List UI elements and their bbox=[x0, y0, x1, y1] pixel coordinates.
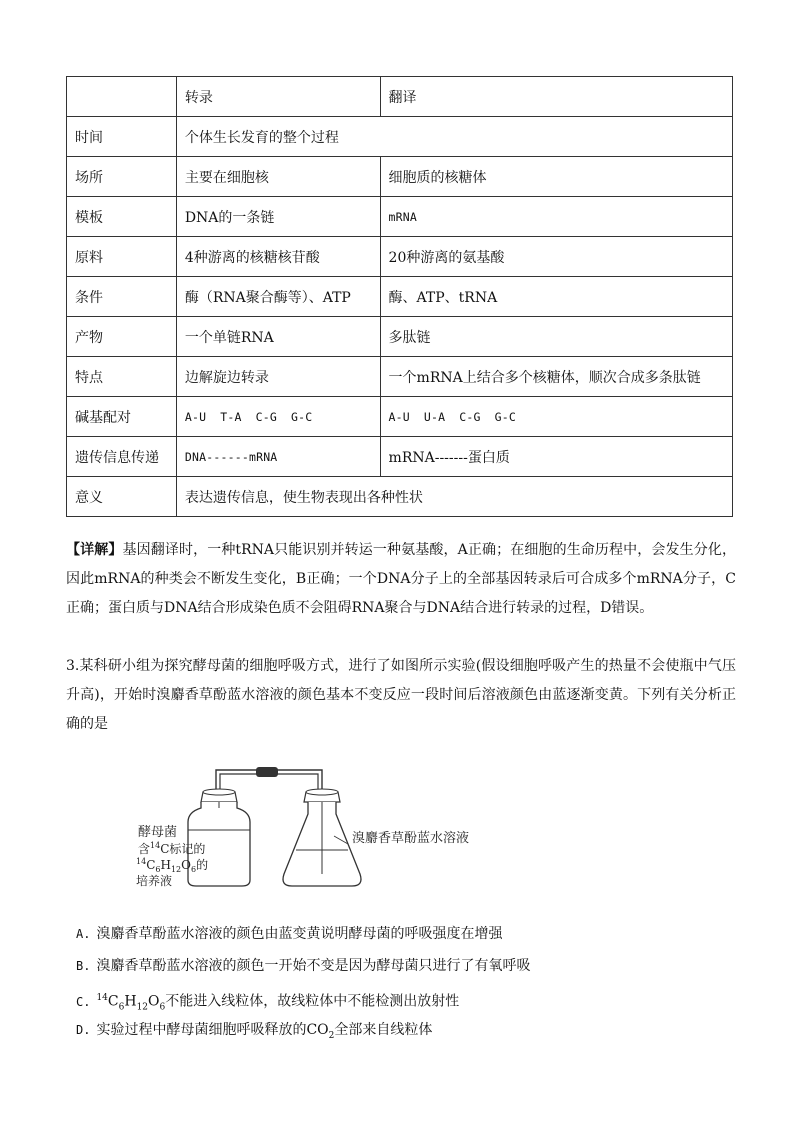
option-b-text: 溴麝香草酚蓝水溶液的颜色一开始不变是因为酵母菌只进行了有氧呼吸 bbox=[96, 958, 531, 974]
answer-options bbox=[76, 918, 736, 1046]
base-pair: A-U bbox=[388, 409, 410, 424]
translation-cell: mRNA-------蛋白质 bbox=[380, 437, 732, 477]
translation-cell: 细胞质的核糖体 bbox=[380, 157, 732, 197]
row-label: 产物 bbox=[67, 317, 177, 357]
transcription-cell: 4种游离的核糖核苷酸 bbox=[176, 237, 380, 277]
table-row bbox=[67, 237, 733, 277]
apparatus-diagram bbox=[108, 762, 508, 892]
row-label: 条件 bbox=[67, 277, 177, 317]
left-label-medium: 培养液 bbox=[136, 874, 173, 888]
transcription-pairs-cell bbox=[176, 397, 380, 437]
left-label-yeast: 酵母菌 bbox=[138, 825, 178, 840]
table-row bbox=[67, 357, 733, 397]
header-translation: 翻译 bbox=[380, 77, 732, 117]
left-label-c14-sup: 14 bbox=[150, 841, 161, 850]
option-c-s1: 6 bbox=[118, 1002, 125, 1013]
explanation-paragraph bbox=[66, 536, 736, 623]
option-c-letter: C. bbox=[76, 994, 91, 1009]
table-header-row bbox=[67, 77, 733, 117]
translation-pairs-cell bbox=[380, 397, 732, 437]
transcription-cell: DNA的一条链 bbox=[176, 197, 380, 237]
translation-cell: 一个mRNA上结合多个核糖体，顺次合成多条肽链 bbox=[380, 357, 732, 397]
glucose-sub-h: 12 bbox=[170, 865, 182, 874]
base-pair: T-A bbox=[220, 409, 242, 424]
table-row bbox=[67, 117, 733, 157]
row-label: 模板 bbox=[67, 197, 177, 237]
option-a-letter: A. bbox=[76, 927, 91, 941]
transcription-cell: 酶（RNA聚合酶等）、ATP bbox=[176, 277, 380, 317]
translation-cell: 多肽链 bbox=[380, 317, 732, 357]
right-stopper-top bbox=[306, 789, 338, 795]
glucose-sub-o: 6 bbox=[190, 865, 197, 874]
base-pair: C-G bbox=[459, 409, 481, 424]
glucose-o: O bbox=[181, 858, 191, 872]
experiment-figure bbox=[108, 762, 508, 892]
option-d-post: 全部来自线粒体 bbox=[334, 1022, 433, 1038]
base-pair: G-C bbox=[494, 409, 517, 424]
table-row bbox=[67, 197, 733, 237]
glucose-c: C bbox=[146, 858, 156, 872]
option-b[interactable] bbox=[76, 950, 736, 982]
table-row bbox=[67, 317, 733, 357]
right-label-bromothymol: 溴麝香草酚蓝水溶液 bbox=[352, 831, 470, 846]
row-label: 场所 bbox=[67, 157, 177, 197]
option-c-f1: C bbox=[107, 993, 119, 1010]
row-label: 原料 bbox=[67, 237, 177, 277]
glucose-h: H bbox=[160, 858, 171, 872]
left-label-c14-post: C标记的 bbox=[160, 842, 206, 856]
glucose-sup: 14 bbox=[136, 857, 147, 866]
comparison-table bbox=[66, 76, 733, 517]
table-row bbox=[67, 477, 733, 517]
option-c-text: 不能进入线粒体，故线粒体中不能检测出放射性 bbox=[165, 993, 460, 1010]
base-pair: G-C bbox=[290, 409, 313, 424]
explanation-tag: 【详解】 bbox=[66, 542, 123, 558]
header-empty-cell bbox=[67, 77, 177, 117]
option-c-sup: 14 bbox=[96, 993, 108, 1003]
row-label: 碱基配对 bbox=[67, 397, 177, 437]
option-d[interactable] bbox=[76, 1014, 736, 1046]
option-d-sub: 2 bbox=[328, 1030, 335, 1041]
translation-cell: mRNA bbox=[380, 197, 732, 237]
left-label-glucose bbox=[136, 857, 208, 874]
table-row bbox=[67, 437, 733, 477]
option-c-s2: 12 bbox=[136, 1002, 149, 1013]
translation-cell: 20种游离的氨基酸 bbox=[380, 237, 732, 277]
transcription-cell: 边解旋边转录 bbox=[176, 357, 380, 397]
option-c-s3: 6 bbox=[159, 1002, 166, 1013]
option-a-text: 溴麝香草酚蓝水溶液的颜色由蓝变黄说明酵母菌的呼吸强度在增强 bbox=[96, 926, 503, 942]
row-label: 时间 bbox=[67, 117, 177, 157]
left-stopper-top bbox=[203, 789, 235, 795]
left-label-c14-pre: 含 bbox=[138, 842, 151, 856]
table-row bbox=[67, 397, 733, 437]
transcription-cell: DNA------mRNA bbox=[176, 437, 380, 477]
table-row bbox=[67, 277, 733, 317]
base-pair: U-A bbox=[423, 409, 446, 424]
header-transcription: 转录 bbox=[176, 77, 380, 117]
row-label: 遗传信息传递 bbox=[67, 437, 177, 477]
transcription-cell: 主要在细胞核 bbox=[176, 157, 380, 197]
explanation-text: 基因翻译时，一种tRNA只能识别并转运一种氨基酸，A正确；在细胞的生命历程中，会发生分化，因此mRNA的种类会不断发生变化，B正确；一个DNA分子上的全部基因转录后可合成多个mRNA分子，C正确；蛋白质与DNA结合形成染色质不会阻碍RNA聚合与DNA结合进行转录的过程，D错误。 bbox=[66, 542, 737, 616]
glucose-post: 的 bbox=[196, 858, 209, 872]
translation-cell: 酶、ATP、tRNA bbox=[380, 277, 732, 317]
merged-cell: 表达遗传信息，使生物表现出各种性状 bbox=[176, 477, 732, 517]
option-d-pre: 实验过程中酵母菌细胞呼吸释放的CO bbox=[96, 1022, 329, 1038]
row-label: 特点 bbox=[67, 357, 177, 397]
option-b-letter: B. bbox=[76, 959, 91, 973]
tube-clamp bbox=[256, 767, 278, 777]
transcription-cell: 一个单链RNA bbox=[176, 317, 380, 357]
option-d-letter: D. bbox=[76, 1023, 91, 1037]
option-a[interactable] bbox=[76, 918, 736, 950]
option-c-f3: O bbox=[148, 993, 160, 1010]
question-stem: 3.某科研小组为探究酵母菌的细胞呼吸方式，进行了如图所示实验(假设细胞呼吸产生的热量不会使瓶中气压升高)，开始时溴麝香草酚蓝水溶液的颜色基本不变反应一段时间后溶液颜色由蓝逐渐变黄。下列有关分析正确的是 bbox=[66, 658, 736, 732]
table-row bbox=[67, 157, 733, 197]
base-pair: C-G bbox=[255, 409, 277, 424]
merged-cell: 个体生长发育的整个过程 bbox=[176, 117, 732, 157]
option-c-f2: H bbox=[124, 993, 137, 1010]
glucose-sub-c: 6 bbox=[155, 865, 161, 874]
option-c[interactable] bbox=[76, 982, 736, 1014]
base-pair: A-U bbox=[184, 409, 207, 424]
row-label: 意义 bbox=[67, 477, 177, 517]
left-label-c14 bbox=[138, 841, 205, 856]
